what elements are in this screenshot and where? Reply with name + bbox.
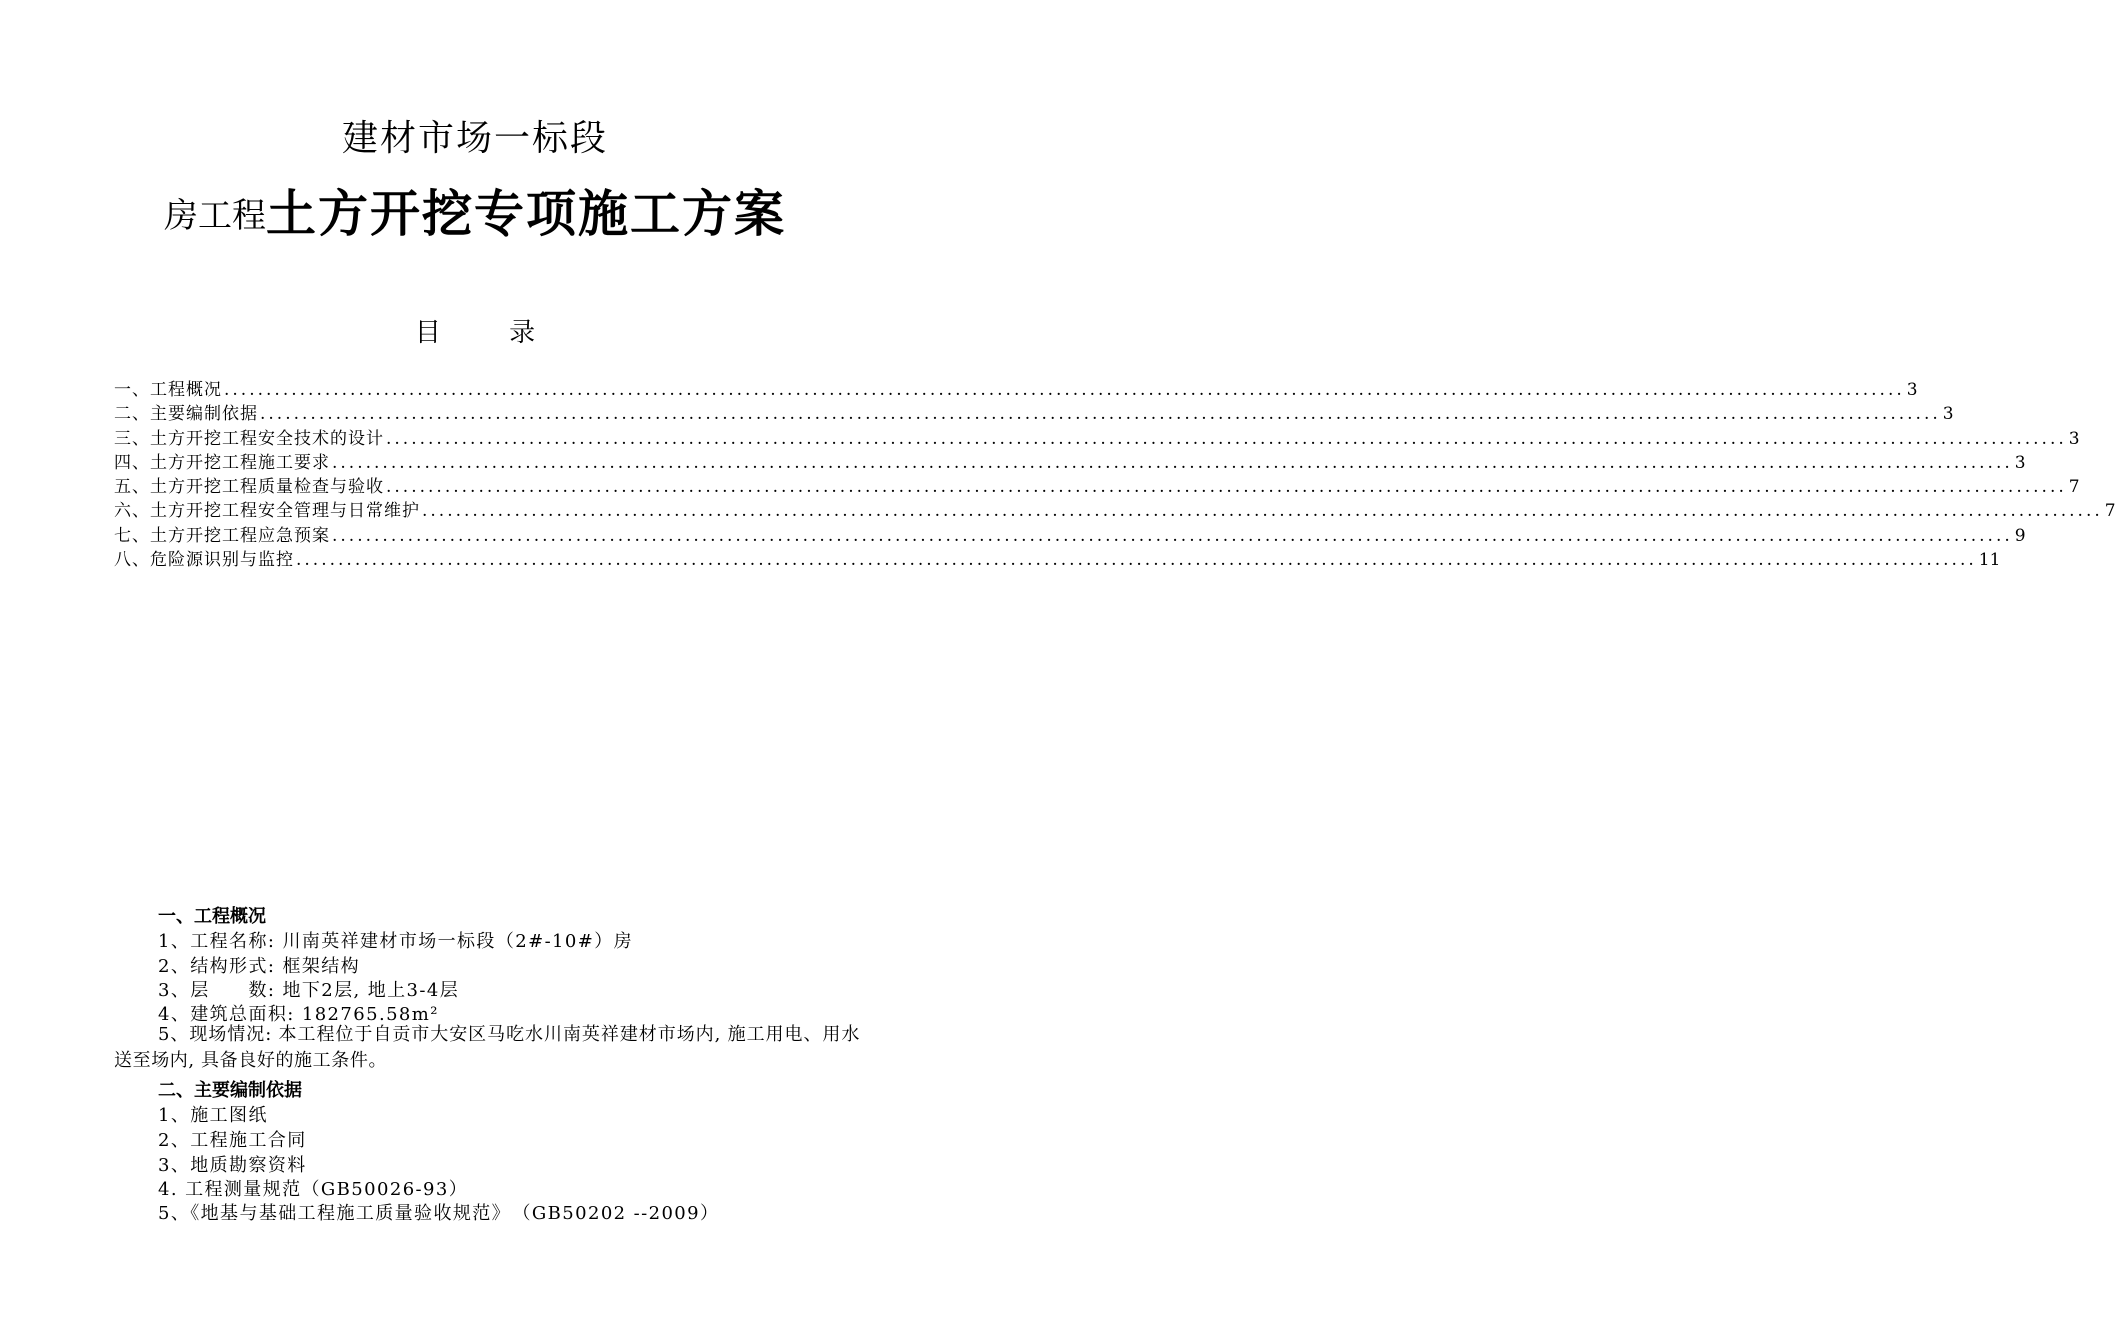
basis-item-geology: 3、地质勘察资料: [158, 1155, 307, 1176]
toc-dot-leader: ........................................................................................................................................................................................................: [386, 428, 2067, 449]
toc-entry-8[interactable]: [114, 548, 2001, 572]
toc-entry-2[interactable]: [114, 402, 1954, 426]
section-heading-overview: 一、工程概况: [158, 906, 266, 927]
toc-entry-title: 五、土方开挖工程质量检查与验收: [114, 477, 384, 498]
toc-dot-leader: ........................................................................................................................................................................................................: [386, 477, 2067, 498]
toc-dot-leader: ........................................................................................................................................................................................................: [422, 501, 2103, 522]
basis-item-survey-standard: 4. 工程测量规范（GB50026-93）: [158, 1179, 469, 1200]
toc-entry-title: 三、土方开挖工程安全技术的设计: [114, 428, 384, 449]
toc-entry-title: 二、主要编制依据: [114, 404, 258, 425]
overview-item-floors: 3、层 数: 地下2层, 地上3-4层: [158, 980, 460, 1001]
subtitle-main: 土方开挖专项施工方案: [266, 184, 786, 243]
table-of-contents: [114, 378, 2116, 572]
toc-entry-title: 四、土方开挖工程施工要求: [114, 452, 330, 473]
toc-entry-1[interactable]: [114, 378, 1918, 402]
overview-item-project-name: 1、工程名称: 川南英祥建材市场一标段（2#-10#）房: [158, 931, 634, 952]
toc-entry-title: 八、危险源识别与监控: [114, 550, 294, 571]
toc-entry-title: 七、土方开挖工程应急预案: [114, 525, 330, 546]
overview-item-area: 4、建筑总面积: 182765.58m²: [158, 1004, 439, 1025]
toc-dot-leader: ........................................................................................................................................................................................................: [260, 404, 1941, 425]
toc-entry-page: 7: [2104, 501, 2116, 522]
toc-entry-page: 11: [1978, 550, 2001, 571]
toc-dot-leader: ........................................................................................................................................................................................................: [332, 452, 2013, 473]
toc-entry-page: 3: [1906, 380, 1918, 400]
toc-entry-7[interactable]: [114, 524, 2026, 548]
toc-entry-page: 3: [2068, 428, 2080, 449]
toc-entry-page: 3: [1942, 404, 1954, 425]
subtitle-prefix: 房工程: [164, 196, 266, 236]
toc-dot-leader: ........................................................................................................................................................................................................: [332, 525, 2013, 546]
section-heading-basis: 二、主要编制依据: [158, 1080, 302, 1101]
document-title: 建材市场一标段: [341, 118, 608, 159]
toc-entry-3[interactable]: [114, 427, 2080, 451]
toc-entry-5[interactable]: [114, 475, 2080, 499]
toc-entry-title: 一、工程概况: [114, 380, 222, 400]
toc-entry-6[interactable]: [114, 499, 2116, 523]
toc-dot-leader: ........................................................................................................................................................................................................: [224, 380, 1905, 400]
toc-dot-leader: ........................................................................................................................................................................................................: [296, 550, 1977, 571]
toc-heading: 目 录: [414, 318, 536, 348]
toc-entry-page: 7: [2068, 477, 2080, 498]
overview-site-paragraph: 5、现场情况: 本工程位于自贡市大安区马吃水川南英祥建材市场内, 施工用电、用水送至场内, 具备良好的施工条件。: [114, 1024, 860, 1071]
basis-item-drawings: 1、施工图纸: [158, 1105, 268, 1126]
toc-entry-page: 9: [2014, 525, 2026, 546]
toc-entry-page: 3: [2014, 452, 2026, 473]
overview-item-structure: 2、结构形式: 框架结构: [158, 956, 361, 977]
basis-item-foundation-standard: 5、《地基与基础工程施工质量验收规范》 （GB50202 --2009）: [158, 1203, 720, 1224]
toc-entry-4[interactable]: [114, 451, 2026, 475]
document-subtitle: [0, 174, 950, 246]
basis-item-contract: 2、工程施工合同: [158, 1130, 307, 1151]
toc-entry-title: 六、土方开挖工程安全管理与日常维护: [114, 501, 420, 522]
